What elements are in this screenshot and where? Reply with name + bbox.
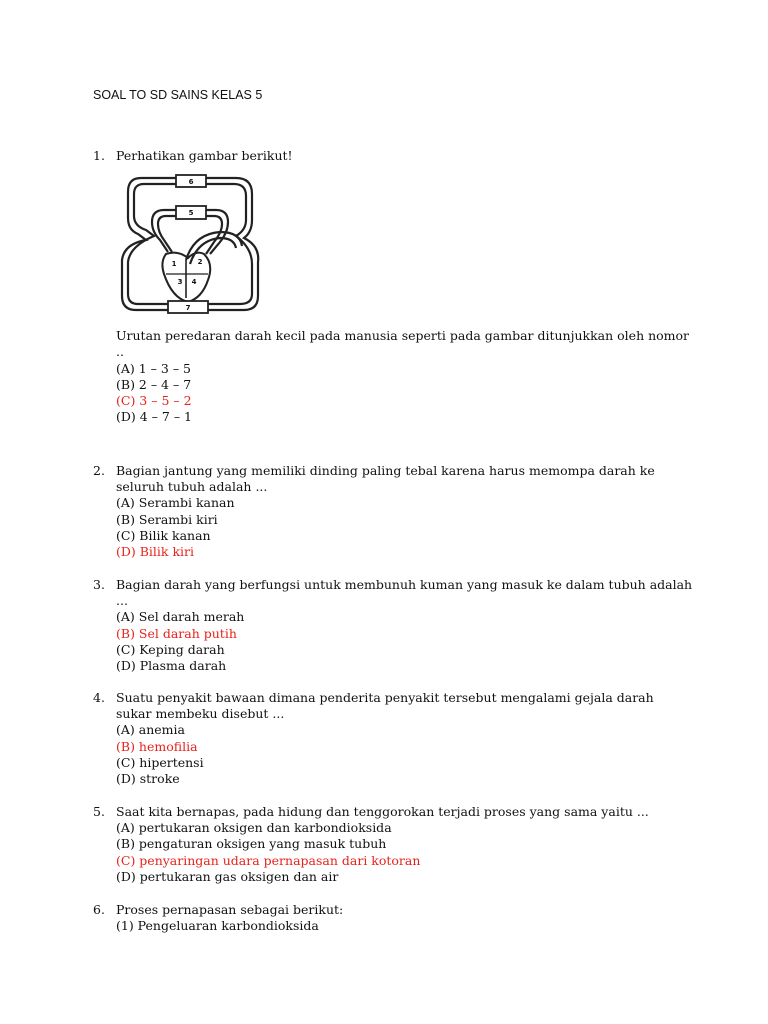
statement-1: (1) Pengeluaran karbondioksida: [116, 918, 319, 934]
question-2: [93, 463, 693, 560]
option-a: (A) 1 – 3 – 5: [116, 360, 192, 376]
question-stem: Saat kita bernapas, pada hidung dan tenggorokan terjadi proses yang sama yaitu ...: [116, 804, 649, 819]
question-3: [93, 577, 693, 674]
option-a: (A) Serambi kanan: [116, 495, 235, 511]
option-b: (B) Serambi kiri: [116, 511, 218, 527]
option-a: (A) pertukaran oksigen dan karbondioksida: [116, 820, 392, 836]
question-intro: Perhatikan gambar berikut!: [116, 148, 293, 163]
option-d: (D) Plasma darah: [116, 658, 227, 674]
label-1: 1: [171, 260, 177, 269]
question-number: 5.: [93, 804, 105, 819]
option-b: (B) 2 – 4 – 7: [116, 376, 192, 392]
option-c: (C) Bilik kanan: [116, 527, 211, 543]
question-stem: Urutan peredaran darah kecil pada manusia seperti pada gambar ditunjukkan oleh nomor ..: [116, 328, 690, 360]
question-stem: Proses pernapasan sebagai berikut:: [116, 902, 344, 917]
option-d: (D) stroke: [116, 771, 180, 787]
option-c: (C) hipertensi: [116, 754, 204, 770]
option-a: (A) anemia: [116, 722, 185, 738]
option-c-answer: (C) 3 – 5 – 2: [116, 393, 192, 409]
question-stem: Suatu penyakit bawaan dimana penderita penyakit tersebut mengalami gejala darah sukar membeku disebut ...: [116, 690, 654, 722]
option-d-answer: (D) Bilik kiri: [116, 544, 195, 560]
label-3: 3: [177, 278, 183, 287]
option-c-answer: (C) penyaringan udara pernapasan dari kotoran: [116, 852, 421, 868]
question-4: [93, 690, 693, 787]
option-d: (D) pertukaran gas oksigen dan air: [116, 868, 339, 884]
blood-circulation-diagram: [116, 170, 261, 320]
question-1: [93, 148, 693, 425]
option-b-answer: (B) hemofilia: [116, 738, 198, 754]
option-d: (D) 4 – 7 – 1: [116, 409, 193, 425]
label-4: 4: [191, 278, 197, 287]
label-2: 2: [197, 258, 203, 267]
question-number: 4.: [93, 690, 105, 705]
question-stem: Bagian jantung yang memiliki dinding paling tebal karena harus memompa darah ke seluruh tubuh adalah ...: [116, 463, 655, 495]
option-a: (A) Sel darah merah: [116, 609, 245, 625]
option-b: (B) pengaturan oksigen yang masuk tubuh: [116, 836, 387, 852]
question-number: 3.: [93, 577, 105, 592]
question-stem: Bagian darah yang berfungsi untuk membunuh kuman yang masuk ke dalam tubuh adalah ...: [116, 577, 693, 609]
label-7: 7: [185, 304, 191, 313]
option-b-answer: (B) Sel darah putih: [116, 625, 237, 641]
question-5: [93, 804, 693, 885]
question-number: 2.: [93, 463, 105, 478]
document-title: SOAL TO SD SAINS KELAS 5: [93, 88, 263, 102]
label-6: 6: [188, 178, 194, 187]
question-6: [93, 902, 693, 934]
question-number: 1.: [93, 148, 105, 163]
option-c: (C) Keping darah: [116, 641, 225, 657]
question-number: 6.: [93, 902, 105, 917]
label-5: 5: [188, 209, 194, 218]
